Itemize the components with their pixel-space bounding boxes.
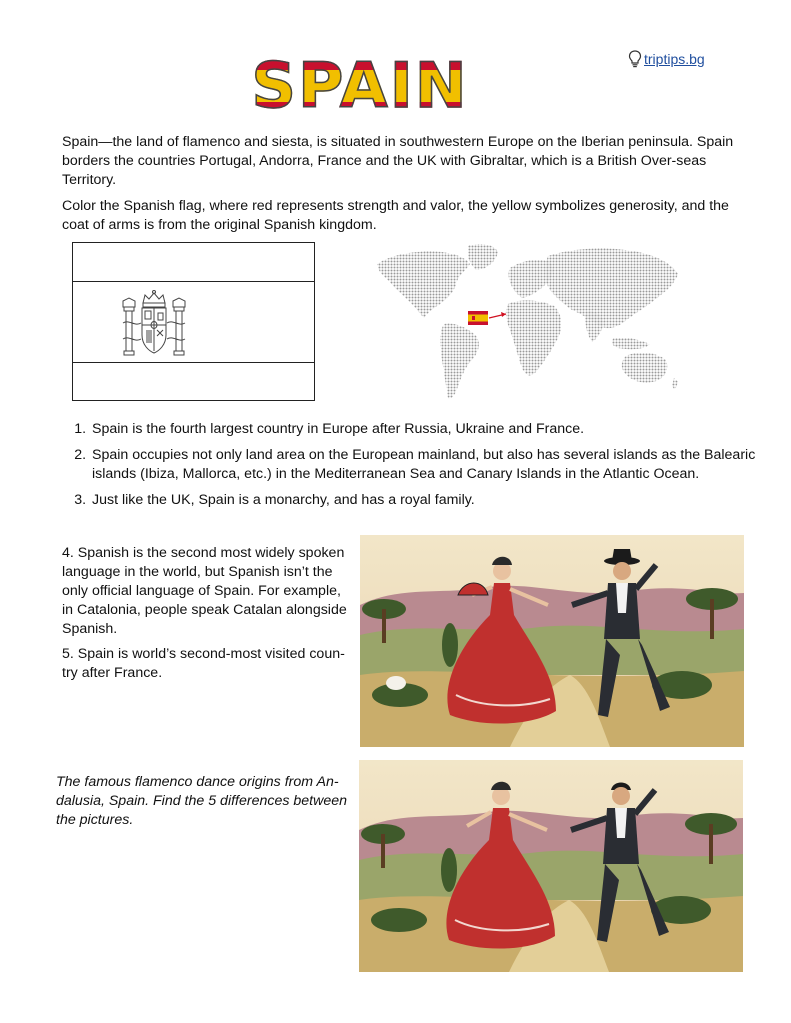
indonesia-shape (612, 337, 650, 349)
list-item: 3. Just like the UK, Spain is a monarchy, and has a royal family. (90, 491, 762, 510)
lightbulb-icon (628, 50, 642, 68)
facts-list (62, 420, 762, 517)
fact-4: 4. Spanish is the second most widely spoken language in the world, but Spanish isn’t the only official language of Spain. For example, in Catalonia, people speak Catalan alongside Spanish. (62, 545, 347, 637)
page-title (230, 50, 490, 122)
flag-stripe-divider (73, 281, 314, 282)
title-text: SPAIN (251, 49, 469, 122)
greenland-shape (467, 244, 498, 270)
new-zealand-shape (672, 378, 678, 390)
flamenco-illustration-1 (360, 535, 744, 747)
flag-coloring-outline (72, 242, 315, 401)
arrow-icon (489, 312, 506, 318)
south-america-shape (440, 324, 479, 399)
coloring-instruction: Color the Spanish flag, where red represents strength and valor, the yellow symbolizes generosity, and the coat of arms is from the original Spanish kingdom. (62, 198, 729, 233)
africa-shape (506, 300, 562, 375)
coat-of-arms-icon (121, 289, 187, 361)
flamenco-caption: The famous flamenco dance origins from An-dalusia, Spain. Find the 5 differences between the pictures. (56, 774, 348, 828)
spain-flag-marker (468, 311, 488, 325)
list-item: 2. Spain occupies not only land area on the European mainland, but also has several islands as the Balearic islands (Ibiza, Mallorca, etc.) in the Mediterranean Sea and Canary Islands in the Atlantic Ocean. (90, 446, 762, 484)
site-link[interactable]: triptips.bg (644, 51, 705, 67)
north-america-shape (377, 252, 470, 319)
australia-shape (622, 353, 667, 383)
flag-stripe-divider (73, 362, 314, 363)
site-badge (628, 50, 705, 68)
flamenco-illustration-2 (359, 760, 743, 972)
intro-paragraph: Spain—the land of flamenco and siesta, is situated in southwestern Europe on the Iberian peninsula. Spain borders the countries Portugal, Andorra, France and the UK with Gibraltar, which is a British Over-seas Territory. (62, 134, 734, 188)
side-facts (62, 544, 352, 689)
world-map (372, 242, 682, 402)
asia-shape (545, 249, 678, 329)
list-item: 1. Spain is the fourth largest country in Europe after Russia, Ukraine and France. (90, 420, 762, 439)
fact-5: 5. Spain is world’s second-most visited coun-try after France. (62, 646, 345, 681)
